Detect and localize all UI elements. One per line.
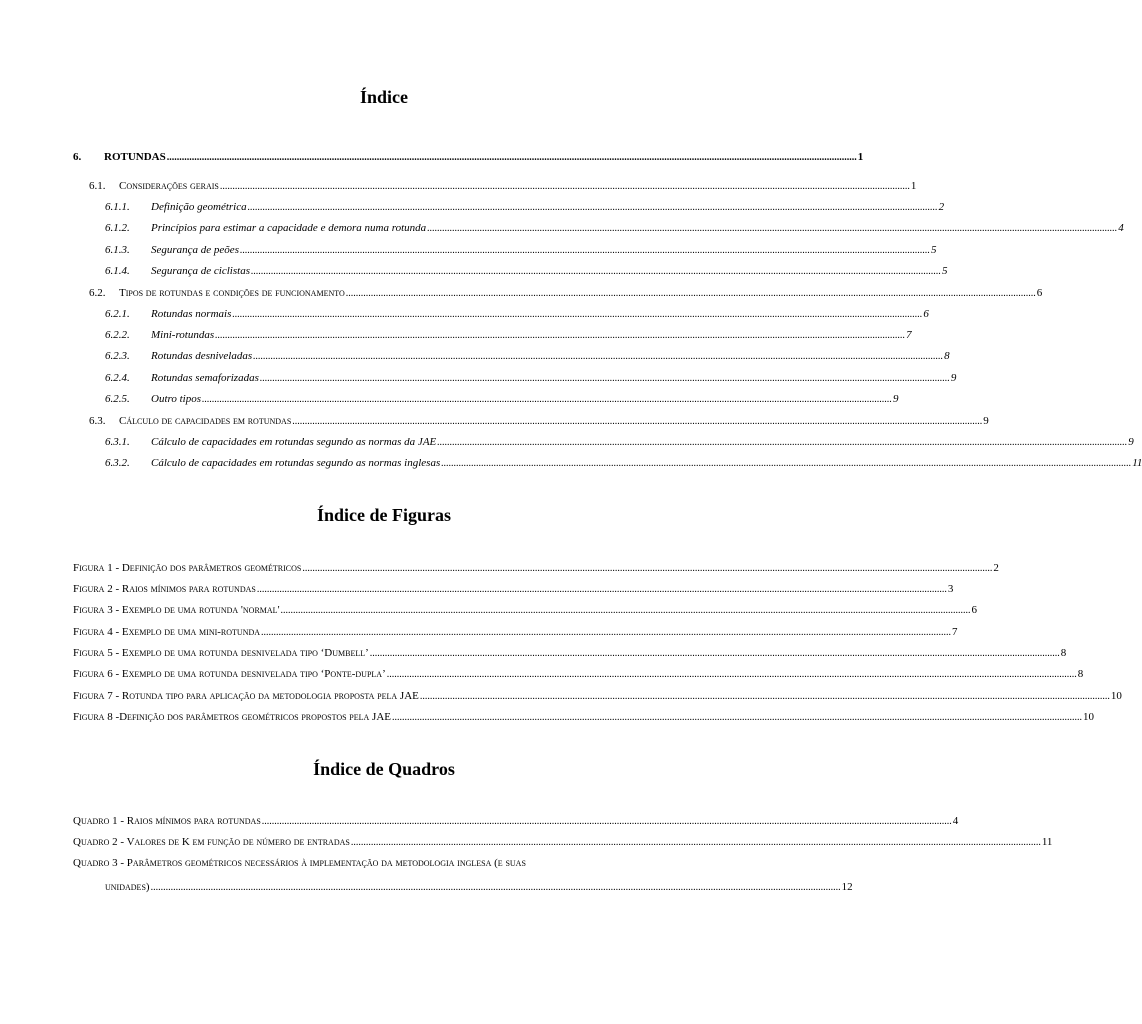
- table-entry-continuation[interactable]: [105, 880, 853, 895]
- leader-dots: [167, 151, 857, 165]
- figure-entry[interactable]: [73, 582, 954, 597]
- leader-dots: [437, 436, 1127, 450]
- toc-entry[interactable]: [89, 179, 917, 194]
- figure-title: Figura 8 -Definição dos parâmetros geométricos propostos pela JAE: [73, 711, 391, 723]
- toc-page: 6: [923, 308, 929, 320]
- toc-title: Segurança de ciclistas: [151, 265, 250, 277]
- figure-title: Figura 2 - Raios mínimos para rotundas: [73, 583, 256, 595]
- figure-title: Figura 1 - Definição dos parâmetros geométricos: [73, 562, 302, 574]
- table-title: Quadro 1 - Raios mínimos para rotundas: [73, 815, 261, 827]
- toc-entry[interactable]: [89, 414, 989, 429]
- toc-number: 6.2.4.: [105, 372, 130, 384]
- toc-number: 6.2.5.: [105, 393, 130, 405]
- toc-number: 6.: [73, 151, 82, 163]
- toc-page: 5: [941, 265, 948, 277]
- toc-number: 6.1.1.: [105, 201, 130, 213]
- toc-title: Princípios para estimar a capacidade e demora numa rotunda: [151, 222, 427, 234]
- leader-dots: [292, 415, 982, 429]
- leader-dots: [387, 668, 1077, 682]
- toc-number: 6.2.2.: [105, 329, 130, 341]
- leader-dots: [151, 881, 841, 895]
- toc-entry[interactable]: [105, 243, 937, 258]
- toc-number: 6.2.3.: [105, 350, 130, 362]
- toc-page: 9: [1128, 436, 1134, 448]
- figure-page: 2: [993, 562, 999, 574]
- toc-entry[interactable]: [105, 456, 1142, 471]
- leader-dots: [251, 265, 941, 279]
- toc-page: 11: [1132, 457, 1142, 469]
- leader-dots: [232, 308, 922, 322]
- toc-page: 4: [1118, 222, 1124, 234]
- toc-number: 6.3.: [89, 415, 106, 427]
- figure-page: 10: [1110, 690, 1122, 702]
- leader-dots: [351, 836, 1041, 850]
- toc-number: 6.1.4.: [105, 265, 130, 277]
- leader-dots: [346, 287, 1036, 301]
- leader-dots: [253, 350, 943, 364]
- toc-title: Rotundas normais: [151, 308, 232, 320]
- leader-dots: [281, 604, 971, 618]
- leader-dots: [441, 457, 1131, 471]
- toc-entry[interactable]: [73, 150, 864, 165]
- table-entry[interactable]: [73, 835, 1053, 850]
- toc-title: ROTUNDAS: [104, 151, 166, 163]
- toc-number: 6.3.1.: [105, 436, 130, 448]
- table-page: 12: [841, 881, 853, 893]
- toc-entry[interactable]: [105, 328, 912, 343]
- toc-number: 6.3.2.: [105, 457, 130, 469]
- figures-title: Índice de Figuras: [316, 505, 451, 525]
- toc-title: Outro tipos: [151, 393, 202, 405]
- leader-dots: [257, 583, 947, 597]
- figure-entry[interactable]: [73, 689, 1122, 704]
- figure-entry[interactable]: [73, 710, 1094, 725]
- toc-entry[interactable]: [105, 307, 929, 322]
- figure-page: 8: [1077, 668, 1084, 680]
- figure-page: 8: [1060, 647, 1067, 659]
- table-entry[interactable]: [73, 814, 959, 829]
- toc-title: Considerações gerais: [119, 180, 219, 192]
- figure-entry[interactable]: [73, 646, 1067, 661]
- table-entry[interactable]: [73, 856, 669, 870]
- toc-title: Definição geométrica: [151, 201, 247, 213]
- table-title: Quadro 3 - Parâmetros geométricos necessários à implementação da metodologia inglesa (e suas: [73, 857, 526, 869]
- toc-entry[interactable]: [105, 435, 1134, 450]
- table-page: 4: [952, 815, 959, 827]
- toc-page: 9: [950, 372, 957, 384]
- table-page: 11: [1041, 836, 1053, 848]
- toc-entry[interactable]: [105, 264, 948, 279]
- leader-dots: [240, 244, 930, 258]
- toc-page: 5: [930, 244, 937, 256]
- leader-dots: [370, 647, 1060, 661]
- leader-dots: [220, 180, 910, 194]
- figure-entry[interactable]: [73, 561, 999, 576]
- table-title: Quadro 2 - Valores de K em função de número de entradas: [73, 836, 350, 848]
- figure-page: 6: [971, 604, 978, 616]
- toc-entry[interactable]: [105, 221, 1124, 236]
- toc-page: 1: [857, 151, 864, 163]
- toc-number: 6.1.2.: [105, 222, 130, 234]
- toc-page: 9: [983, 415, 989, 427]
- leader-dots: [261, 626, 951, 640]
- toc-number: 6.2.: [89, 287, 106, 299]
- table-title: unidades): [105, 881, 150, 893]
- figure-entry[interactable]: [73, 603, 978, 618]
- toc-title: Tipos de rotundas e condições de funcionamento: [119, 287, 345, 299]
- toc-entry[interactable]: [105, 349, 950, 364]
- toc-title: Cálculo de capacidades em rotundas segundo as normas da JAE: [151, 436, 437, 448]
- toc-title: Cálculo de capacidades em rotundas segundo as normas inglesas: [151, 457, 441, 469]
- toc-entry[interactable]: [105, 200, 945, 215]
- leader-dots: [248, 201, 938, 215]
- toc-entry[interactable]: [105, 371, 957, 386]
- tables-title: Índice de Quadros: [313, 759, 455, 779]
- figure-page: 7: [952, 626, 958, 638]
- toc-page: 8: [944, 350, 950, 362]
- leader-dots: [420, 690, 1110, 704]
- toc-entry[interactable]: [105, 392, 899, 407]
- toc-number: 6.1.3.: [105, 244, 130, 256]
- figure-title: Figura 7 - Rotunda tipo para aplicação da metodologia proposta pela JAE: [73, 690, 419, 702]
- toc-title: Segurança de peões: [151, 244, 239, 256]
- index-title: Índice: [359, 87, 408, 107]
- leader-dots: [215, 329, 905, 343]
- leader-dots: [260, 372, 950, 386]
- toc-number: 6.1.: [89, 180, 106, 192]
- toc-page: 2: [938, 201, 945, 213]
- toc-title: Rotundas desniveladas: [151, 350, 253, 362]
- leader-dots: [427, 222, 1117, 236]
- toc-page: 6: [1036, 287, 1043, 299]
- leader-dots: [202, 393, 892, 407]
- leader-dots: [392, 711, 1082, 725]
- toc-title: Rotundas semaforizadas: [151, 372, 259, 384]
- toc-number: 6.2.1.: [105, 308, 130, 320]
- toc-page: 7: [906, 329, 912, 341]
- figure-page: 3: [947, 583, 954, 595]
- figure-entry[interactable]: [73, 667, 1084, 682]
- toc-title: Cálculo de capacidades em rotundas: [119, 415, 292, 427]
- toc-title: Mini-rotundas: [151, 329, 215, 341]
- figure-title: Figura 3 - Exemplo de uma rotunda 'normal': [73, 604, 280, 616]
- toc-page: 9: [893, 393, 899, 405]
- leader-dots: [302, 562, 992, 576]
- figure-page: 10: [1083, 711, 1094, 723]
- figure-entry[interactable]: [73, 625, 958, 640]
- toc-entry[interactable]: [89, 286, 1043, 301]
- figure-title: Figura 5 - Exemplo de uma rotunda desnivelada tipo ‘Dumbell’: [73, 647, 369, 659]
- toc-page: 1: [910, 180, 917, 192]
- leader-dots: [262, 815, 952, 829]
- figure-title: Figura 4 - Exemplo de uma mini-rotunda: [73, 626, 261, 638]
- figure-title: Figura 6 - Exemplo de uma rotunda desnivelada tipo ‘Ponte-dupla’: [73, 668, 386, 680]
